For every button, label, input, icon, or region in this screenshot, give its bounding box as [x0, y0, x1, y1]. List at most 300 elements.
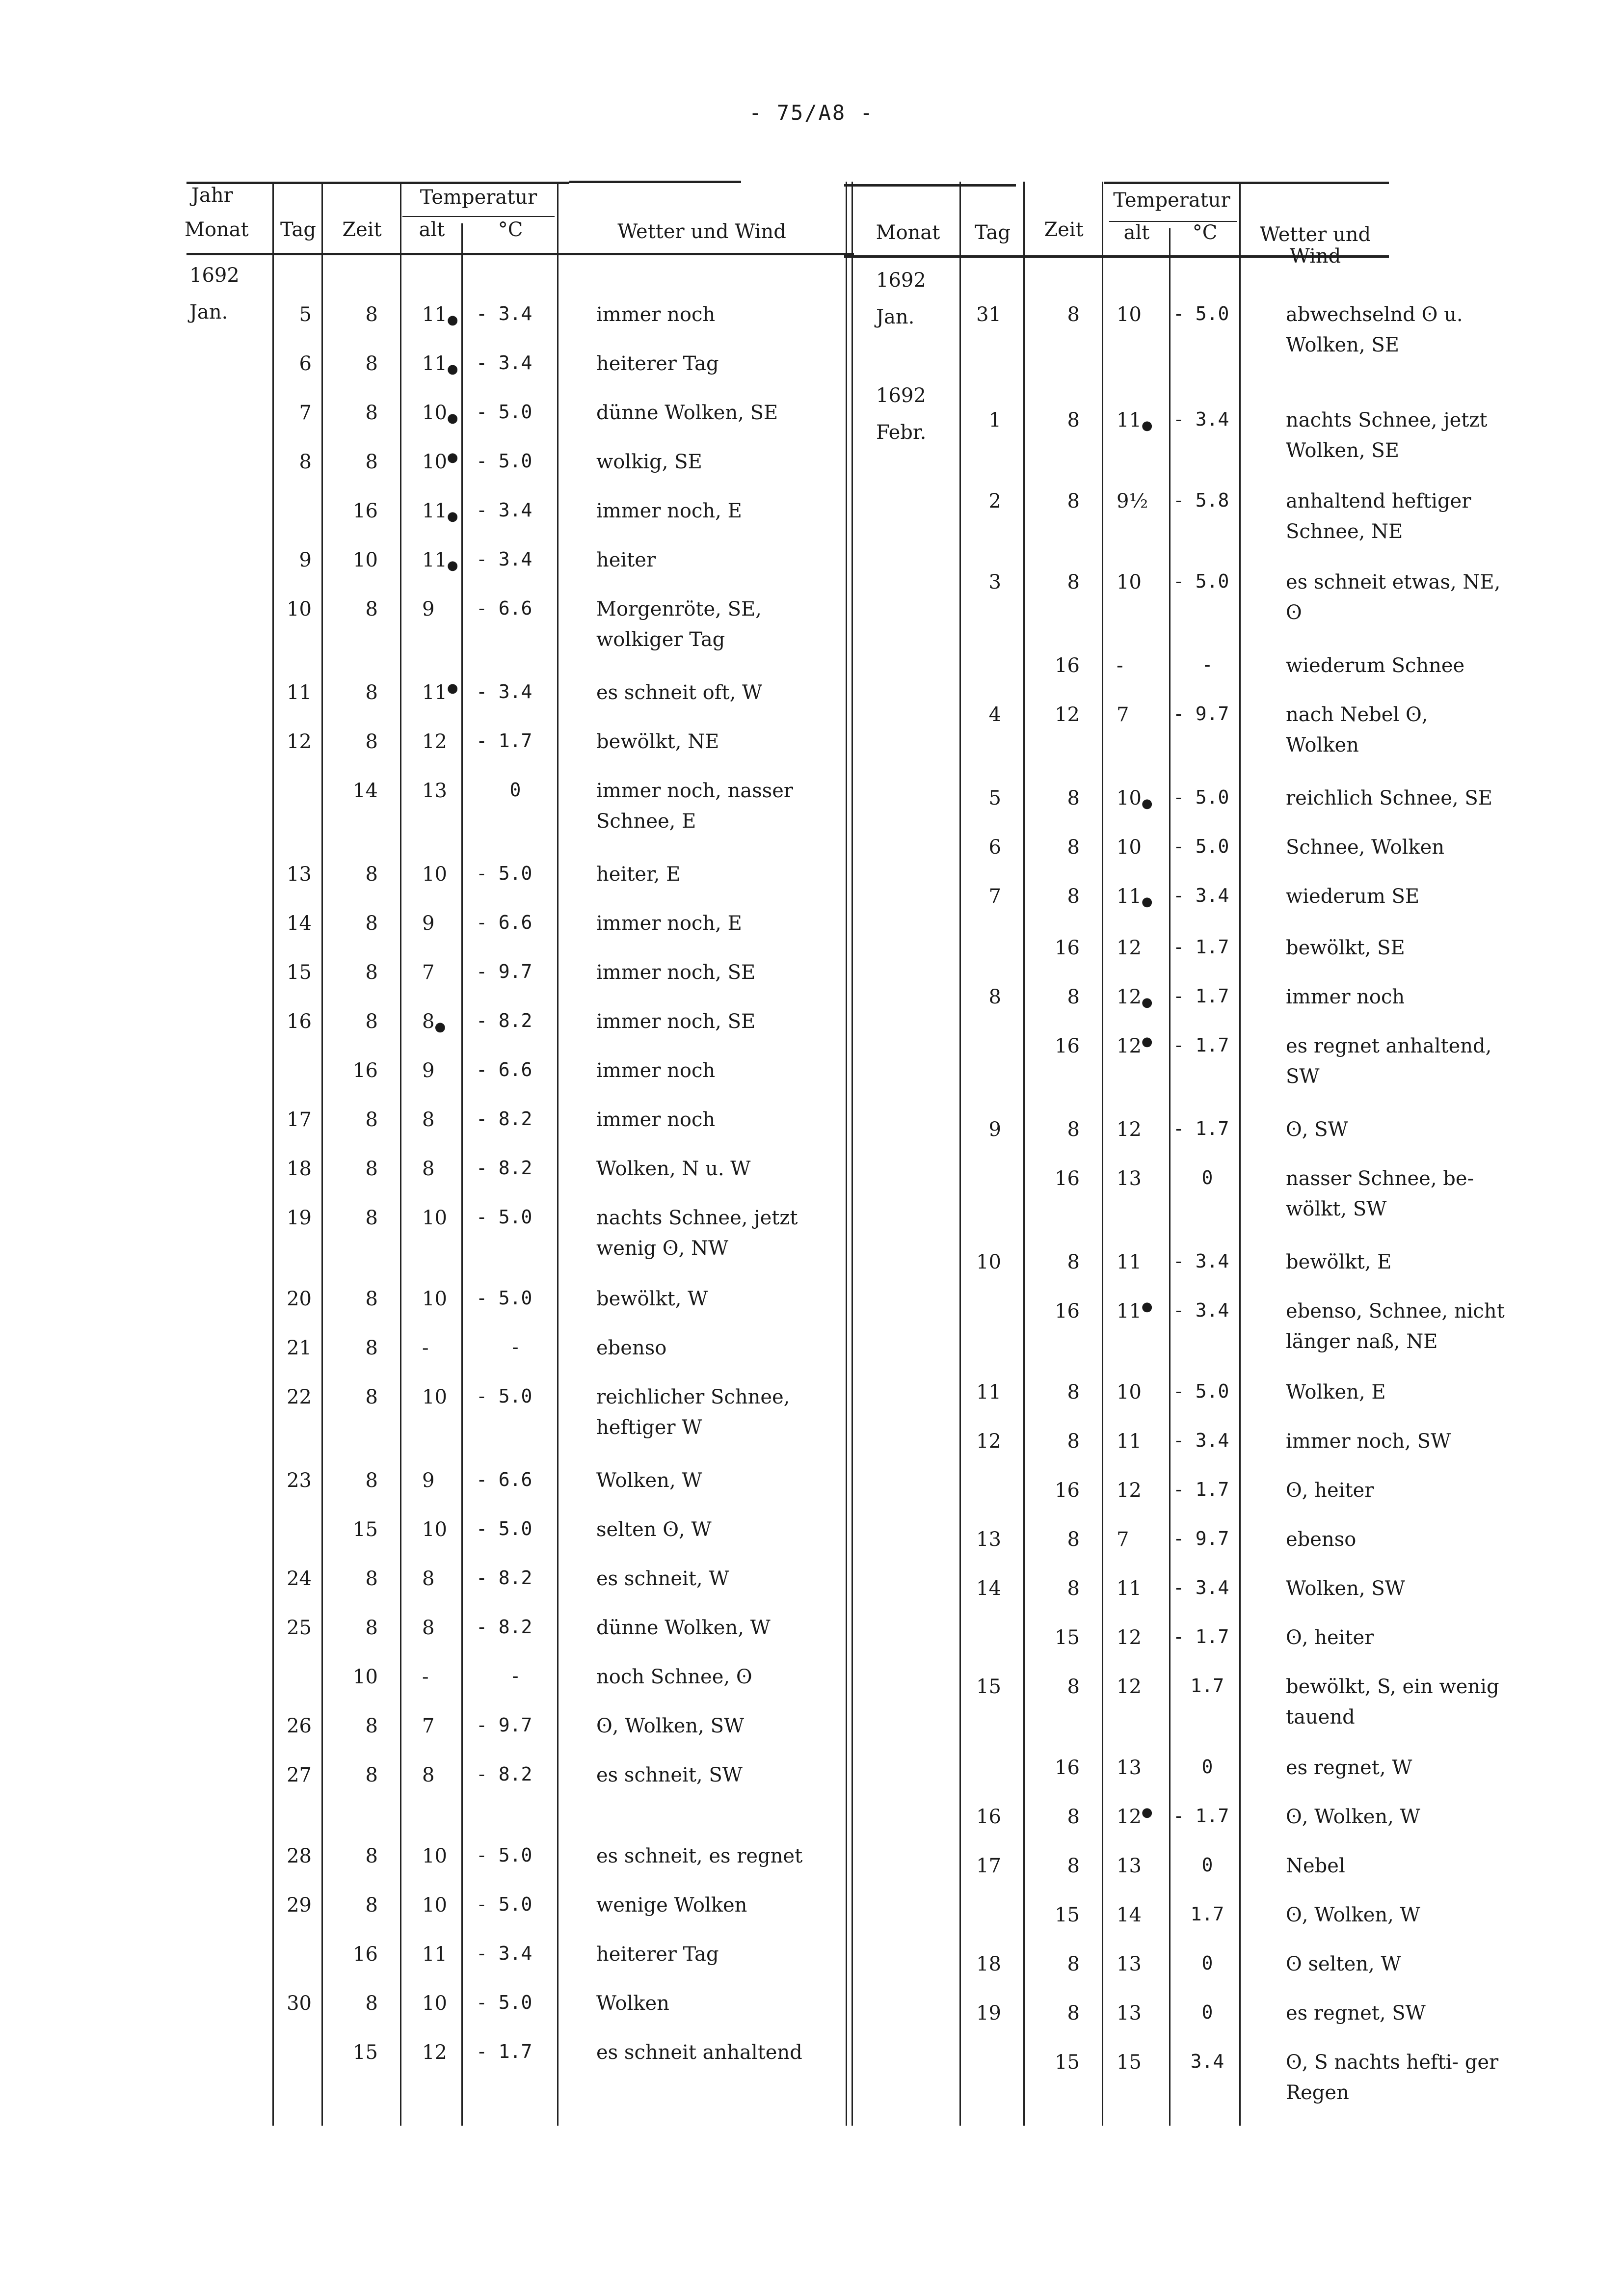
cell-zeit: 8: [365, 1386, 378, 1408]
right-col-line-3: [1102, 182, 1103, 2126]
alt-value: 13: [1117, 2002, 1142, 2025]
cell-zeit: 15: [353, 1518, 378, 1541]
cell-c: - 9.7: [476, 1714, 532, 1736]
cell-alt: [422, 1890, 447, 1920]
cell-c: - 8.2: [476, 1157, 532, 1179]
alt-value: 10: [422, 1845, 447, 1867]
cell-zeit: 16: [1055, 1167, 1080, 1190]
right-header-monat: Monat: [876, 221, 940, 244]
cell-wetter: bewölkt, S, ein wenig tauend: [1286, 1675, 1499, 1729]
cell-c: - 5.0: [1173, 1380, 1229, 1402]
cell-c: 3.4: [1190, 2051, 1224, 2072]
cell-zeit: 8: [1067, 1430, 1080, 1453]
alt-value: 10: [422, 1386, 447, 1408]
cell-tag: 7: [988, 885, 1001, 908]
cell-wetter: immer noch, SE: [596, 961, 756, 984]
alt-value: 10: [1117, 571, 1142, 594]
cell-c: - 8.2: [476, 1010, 532, 1031]
right-header-zeit: Zeit: [1044, 218, 1084, 241]
alt-value: -: [422, 1666, 429, 1688]
cell-zeit: 16: [1055, 1035, 1080, 1057]
cell-c: - 1.7: [476, 730, 532, 752]
cell-alt: [422, 1711, 434, 1741]
cell-alt: [1117, 783, 1153, 813]
cell-alt: [1117, 1622, 1142, 1653]
cell-zeit: 8: [365, 402, 378, 424]
right-col-line-2: [1023, 182, 1025, 2126]
alt-value: 7: [1117, 1528, 1129, 1551]
cell-zeit: 16: [1055, 1479, 1080, 1502]
cell-wetter: Schnee, Wolken: [1286, 836, 1445, 859]
cell-alt: [1117, 1998, 1142, 2028]
filled-dot-icon: ●: [434, 1020, 446, 1034]
left-year: 1692: [189, 264, 239, 287]
cell-wetter: Wolken, W: [596, 1469, 702, 1492]
cell-c: - 5.0: [476, 1992, 532, 2013]
cell-c: - 5.0: [1173, 570, 1229, 592]
cell-alt: [1117, 1247, 1142, 1277]
cell-zeit: 8: [1067, 1381, 1080, 1404]
cell-alt: [1117, 1296, 1153, 1326]
alt-value: 8: [422, 1158, 435, 1180]
filled-dot-icon: ●: [447, 450, 458, 465]
alt-value: 10: [422, 1207, 447, 1229]
alt-value: 11: [1117, 409, 1142, 432]
cell-zeit: 14: [353, 780, 378, 802]
cell-c: - 5.0: [476, 450, 532, 472]
cell-tag: 8: [299, 451, 312, 473]
cell-c: - 5.0: [1173, 303, 1229, 324]
cell-tag: 24: [287, 1567, 312, 1590]
left-temp-rule: [402, 216, 555, 217]
cell-alt: [422, 2037, 447, 2068]
alt-value: 11: [422, 681, 447, 704]
cell-wetter: bewölkt, W: [596, 1288, 708, 1310]
cell-zeit: 8: [1067, 2002, 1080, 2025]
cell-c: - 6.6: [476, 1059, 532, 1080]
right-month-jan: Jan.: [876, 306, 915, 328]
alt-value: 10: [422, 1518, 447, 1541]
cell-c: - 5.0: [476, 1844, 532, 1866]
cell-wetter: abwechselnd ʘ u. Wolken, SE: [1286, 303, 1463, 356]
right-month-feb: Febr.: [876, 421, 927, 444]
cell-wetter: wiederum SE: [1286, 885, 1420, 908]
cell-c: - 3.4: [1173, 1299, 1229, 1321]
cell-zeit: 8: [365, 1567, 378, 1590]
cell-zeit: 8: [365, 1010, 378, 1033]
left-header-jahr: Jahr: [191, 184, 233, 207]
filled-dot-icon: ●: [447, 558, 458, 573]
cell-tag: 18: [976, 1953, 1001, 1975]
cell-c: - 1.7: [1173, 1805, 1229, 1827]
cell-zeit: 16: [353, 1059, 378, 1082]
cell-zeit: 16: [1055, 654, 1080, 677]
alt-value: 7: [422, 1715, 435, 1737]
alt-value: 10: [422, 1288, 447, 1310]
cell-c: - 5.0: [476, 1518, 532, 1540]
filled-dot-icon: ●: [447, 313, 458, 327]
cell-wetter: immer noch, E: [596, 912, 742, 935]
alt-value: 11: [1117, 1577, 1142, 1600]
cell-tag: 6: [988, 836, 1001, 859]
cell-tag: 30: [287, 1992, 312, 2015]
cell-alt: [422, 727, 447, 757]
cell-alt: [422, 447, 458, 477]
alt-value: 11: [1117, 1300, 1142, 1323]
cell-zeit: 8: [365, 912, 378, 935]
cell-alt: [422, 299, 458, 330]
cell-alt: [422, 349, 458, 379]
cell-alt: [1117, 1900, 1142, 1930]
cell-zeit: 8: [1067, 836, 1080, 859]
right-header-temperatur: Temperatur: [1113, 189, 1230, 212]
left-col-line-4: [461, 223, 463, 2126]
alt-value: 8: [422, 1567, 435, 1590]
cell-wetter: ʘ selten, W: [1286, 1953, 1401, 1975]
cell-zeit: 16: [1055, 1756, 1080, 1779]
cell-tag: 11: [287, 681, 312, 704]
cell-wetter: Wolken: [596, 1992, 669, 2015]
cell-wetter: es regnet anhaltend, SW: [1286, 1035, 1492, 1088]
cell-wetter: wenige Wolken: [596, 1894, 747, 1917]
alt-value: 11: [422, 500, 447, 522]
cell-wetter: dünne Wolken, SE: [596, 402, 778, 424]
cell-alt: [1117, 1802, 1153, 1832]
alt-value: 12: [422, 2041, 447, 2064]
cell-zeit: 8: [1067, 1118, 1080, 1141]
cell-c: - 5.0: [476, 863, 532, 884]
right-header-wetter: Wetter und Wind: [1259, 223, 1371, 268]
cell-wetter: es schneit anhaltend: [596, 2041, 802, 2064]
alt-value: 11: [422, 549, 447, 571]
cell-wetter: Morgenröte, SE, wolkiger Tag: [596, 598, 762, 651]
cell-c: - 8.2: [476, 1616, 532, 1638]
cell-wetter: es schneit, SW: [596, 1764, 743, 1786]
cell-wetter: es schneit, es regnet: [596, 1845, 803, 1867]
cell-wetter: nachts Schnee, jetzt Wolken, SE: [1286, 409, 1488, 462]
cell-tag: 15: [287, 961, 312, 984]
cell-alt: [1117, 486, 1148, 516]
cell-alt: [422, 1613, 434, 1643]
cell-c: - 5.0: [1173, 786, 1229, 808]
cell-alt: [1117, 567, 1142, 597]
cell-alt: [1117, 1753, 1142, 1783]
cell-tag: 26: [287, 1715, 312, 1737]
cell-alt: [422, 1514, 447, 1545]
cell-alt: [1117, 700, 1129, 730]
cell-alt: [1117, 405, 1153, 435]
alt-value: 8: [422, 1617, 435, 1639]
alt-value: -: [1117, 654, 1123, 677]
alt-value: 10: [422, 1992, 447, 2015]
left-header-zeit: Zeit: [342, 218, 382, 241]
alt-value: -: [422, 1337, 429, 1359]
cell-c: -: [509, 1665, 521, 1687]
cell-wetter: heiter: [596, 549, 656, 571]
filled-dot-icon: ●: [1141, 894, 1153, 909]
cell-alt: [422, 1284, 447, 1314]
cell-alt: [422, 859, 447, 890]
cell-zeit: 8: [365, 1992, 378, 2015]
left-col-line-5: [557, 182, 559, 2126]
cell-alt: [422, 1760, 434, 1790]
cell-c: - 9.7: [476, 961, 532, 982]
cell-c: - 3.4: [1173, 1430, 1229, 1451]
cell-zeit: 16: [353, 500, 378, 522]
cell-zeit: 15: [1055, 1904, 1080, 1926]
alt-value: 15: [1117, 2051, 1142, 2074]
cell-zeit: 8: [365, 1108, 378, 1131]
cell-wetter: immer noch: [596, 1059, 716, 1082]
cell-tag: 7: [299, 402, 312, 424]
cell-alt: [422, 908, 434, 939]
cell-wetter: Wolken, SW: [1286, 1577, 1405, 1600]
cell-tag: 23: [287, 1469, 312, 1492]
left-top-rule: [186, 182, 569, 184]
alt-value: 10: [422, 863, 447, 886]
cell-alt: [1117, 1573, 1142, 1604]
cell-c: - 5.8: [1173, 489, 1229, 511]
cell-zeit: 15: [1055, 2051, 1080, 2074]
filled-dot-icon: ●: [1141, 995, 1153, 1010]
cell-tag: 22: [287, 1386, 312, 1408]
cell-alt: [1117, 1114, 1142, 1145]
alt-value: 10: [1117, 1381, 1142, 1404]
cell-zeit: 8: [1067, 490, 1080, 513]
cell-tag: 5: [299, 303, 312, 326]
left-header-temperatur: Temperatur: [420, 186, 537, 209]
cell-zeit: 8: [1067, 885, 1080, 908]
cell-tag: 13: [287, 863, 312, 886]
cell-alt: [1117, 1163, 1142, 1194]
cell-tag: 14: [976, 1577, 1001, 1600]
cell-c: - 9.7: [1173, 1528, 1229, 1549]
cell-tag: 25: [287, 1617, 312, 1639]
cell-tag: 17: [976, 1855, 1001, 1877]
cell-wetter: Wolken, E: [1286, 1381, 1386, 1404]
cell-tag: 14: [287, 912, 312, 935]
alt-value: 11: [1117, 1251, 1142, 1273]
cell-alt: [422, 1203, 447, 1233]
cell-wetter: ebenso: [596, 1337, 667, 1359]
left-table: [186, 182, 854, 2126]
cell-alt: [422, 1105, 434, 1135]
cell-alt: [422, 1939, 447, 1970]
right-top-rule-2: [1104, 182, 1389, 184]
cell-tag: 16: [976, 1806, 1001, 1828]
cell-zeit: 8: [365, 1617, 378, 1639]
cell-zeit: 8: [365, 1207, 378, 1229]
cell-c: - 9.7: [1173, 703, 1229, 725]
cell-wetter: bewölkt, NE: [596, 730, 719, 753]
cell-zeit: 8: [1067, 1251, 1080, 1273]
alt-value: 9: [422, 598, 435, 621]
cell-tag: 8: [988, 986, 1001, 1008]
cell-c: - 1.7: [1173, 936, 1229, 958]
cell-wetter: wolkig, SE: [596, 451, 702, 473]
left-month: Jan.: [189, 301, 228, 324]
cell-tag: 10: [976, 1251, 1001, 1273]
cell-wetter: heiter, E: [596, 863, 681, 886]
cell-tag: 16: [287, 1010, 312, 1033]
cell-wetter: es regnet, W: [1286, 1756, 1412, 1779]
cell-zeit: 8: [1067, 1806, 1080, 1828]
cell-alt: [1117, 650, 1123, 681]
cell-alt: [1117, 832, 1142, 863]
cell-c: - 3.4: [1173, 1577, 1229, 1598]
cell-c: - 5.0: [476, 1385, 532, 1407]
right-header-celsius: °C: [1192, 221, 1218, 244]
cell-tag: 12: [976, 1430, 1001, 1453]
cell-tag: 2: [988, 490, 1001, 513]
cell-zeit: 8: [1067, 409, 1080, 432]
cell-zeit: 8: [1067, 787, 1080, 810]
cell-c: - 6.6: [476, 912, 532, 933]
cell-c: - 5.0: [476, 1287, 532, 1309]
alt-value: 11: [1117, 1430, 1142, 1453]
alt-value: 13: [1117, 1855, 1142, 1877]
cell-wetter: immer noch: [596, 1108, 716, 1131]
cell-alt: [422, 1333, 429, 1363]
alt-value: 11: [422, 1943, 447, 1966]
right-col-line-4: [1169, 228, 1171, 2126]
cell-c: - 3.4: [1173, 1250, 1229, 1272]
cell-alt: [422, 1841, 447, 1871]
alt-value: 9: [422, 912, 435, 935]
cell-tag: 11: [976, 1381, 1001, 1404]
cell-zeit: 16: [1055, 937, 1080, 959]
cell-zeit: 8: [365, 1469, 378, 1492]
left-header-wetter: Wetter und Wind: [617, 220, 786, 243]
cell-zeit: 8: [1067, 303, 1080, 326]
alt-value: 8: [422, 1764, 435, 1786]
cell-zeit: 8: [365, 730, 378, 753]
left-header-rule: [186, 253, 854, 255]
alt-value: 13: [422, 780, 447, 802]
alt-value: 9½: [1117, 490, 1148, 513]
left-col-line-1: [272, 182, 274, 2126]
alt-value: 7: [1117, 703, 1129, 726]
cell-alt: [422, 1382, 447, 1412]
cell-wetter: immer noch: [1286, 986, 1405, 1008]
left-header-tag: Tag: [280, 218, 317, 241]
left-header-celsius: °C: [498, 218, 523, 241]
alt-value: 13: [1117, 1953, 1142, 1975]
cell-wetter: immer noch, E: [596, 500, 742, 522]
cell-zeit: 8: [1067, 1577, 1080, 1600]
cell-zeit: 8: [365, 1337, 378, 1359]
cell-c: - 3.4: [476, 1943, 532, 1964]
cell-c: - 5.0: [476, 401, 532, 423]
right-col-line-1: [959, 182, 961, 2126]
filled-dot-icon: ●: [1141, 1805, 1153, 1820]
alt-value: 7: [422, 961, 435, 984]
cell-alt: [422, 398, 458, 428]
cell-alt: [1117, 299, 1142, 330]
cell-tag: 27: [287, 1764, 312, 1786]
cell-zeit: 8: [365, 681, 378, 704]
right-year-feb: 1692: [876, 384, 926, 407]
cell-alt: [422, 1988, 447, 2019]
cell-wetter: ebenso, Schnee, nicht länger naß, NE: [1286, 1300, 1505, 1353]
cell-c: 0: [1201, 1167, 1213, 1189]
cell-c: - 5.0: [476, 1893, 532, 1915]
cell-c: -: [1201, 654, 1213, 675]
cell-wetter: Nebel: [1286, 1855, 1345, 1877]
right-year-jan: 1692: [876, 269, 926, 292]
alt-value: 9: [422, 1469, 435, 1492]
cell-zeit: 15: [353, 2041, 378, 2064]
cell-tag: 17: [287, 1108, 312, 1131]
cell-zeit: 12: [1055, 703, 1080, 726]
cell-c: -: [509, 1336, 521, 1358]
cell-zeit: 8: [365, 863, 378, 886]
filled-dot-icon: ●: [447, 362, 458, 377]
filled-dot-icon: ●: [1141, 1034, 1153, 1049]
cell-wetter: dünne Wolken, W: [596, 1617, 771, 1639]
cell-tag: 19: [287, 1207, 312, 1229]
cell-wetter: ʘ, Wolken, W: [1286, 1806, 1420, 1828]
alt-value: 11: [422, 352, 447, 375]
cell-wetter: reichlich Schnee, SE: [1286, 787, 1492, 810]
alt-value: 12: [422, 730, 447, 753]
cell-wetter: anhaltend heftiger Schnee, NE: [1286, 490, 1471, 543]
cell-alt: [422, 1465, 434, 1496]
cell-c: - 5.0: [1173, 836, 1229, 857]
cell-zeit: 16: [353, 1943, 378, 1966]
cell-tag: 15: [976, 1675, 1001, 1698]
left-col-line-3: [400, 182, 401, 2126]
cell-tag: 10: [287, 598, 312, 621]
alt-value: 12: [1117, 1035, 1142, 1057]
cell-alt: [1117, 1851, 1142, 1881]
alt-value: 10: [422, 1894, 447, 1917]
cell-c: - 1.7: [1173, 1118, 1229, 1139]
cell-c: - 8.2: [476, 1108, 532, 1130]
page-number: - 75/A8 -: [749, 101, 874, 125]
cell-wetter: Wolken, N u. W: [596, 1158, 751, 1180]
cell-wetter: ʘ, Wolken, W: [1286, 1904, 1420, 1926]
alt-value: 12: [1117, 1626, 1142, 1649]
cell-zeit: 10: [353, 549, 378, 571]
right-header-tag: Tag: [974, 221, 1011, 244]
cell-alt: [1117, 1524, 1129, 1555]
cell-c: - 6.6: [476, 1469, 532, 1490]
cell-tag: 19: [976, 2002, 1001, 2025]
cell-tag: 31: [976, 303, 1001, 326]
cell-zeit: 8: [365, 1158, 378, 1180]
cell-alt: [422, 1564, 434, 1594]
cell-alt: [1117, 933, 1142, 963]
cell-c: - 5.0: [476, 1206, 532, 1228]
cell-tag: 12: [287, 730, 312, 753]
cell-zeit: 8: [365, 1764, 378, 1786]
right-table: [849, 182, 1507, 2126]
cell-tag: 29: [287, 1894, 312, 1917]
cell-zeit: 15: [1055, 1626, 1080, 1649]
cell-wetter: heiterer Tag: [596, 352, 719, 375]
cell-zeit: 8: [1067, 571, 1080, 594]
cell-wetter: selten ʘ, W: [596, 1518, 712, 1541]
cell-wetter: ʘ, Wolken, SW: [596, 1715, 745, 1737]
cell-tag: 20: [287, 1288, 312, 1310]
cell-tag: 9: [988, 1118, 1001, 1141]
cell-wetter: immer noch, nasser Schnee, E: [596, 780, 794, 833]
cell-c: - 3.4: [1173, 885, 1229, 906]
right-top-rule: [844, 184, 1016, 187]
alt-value: 12: [1117, 1806, 1142, 1828]
cell-zeit: 8: [365, 1894, 378, 1917]
